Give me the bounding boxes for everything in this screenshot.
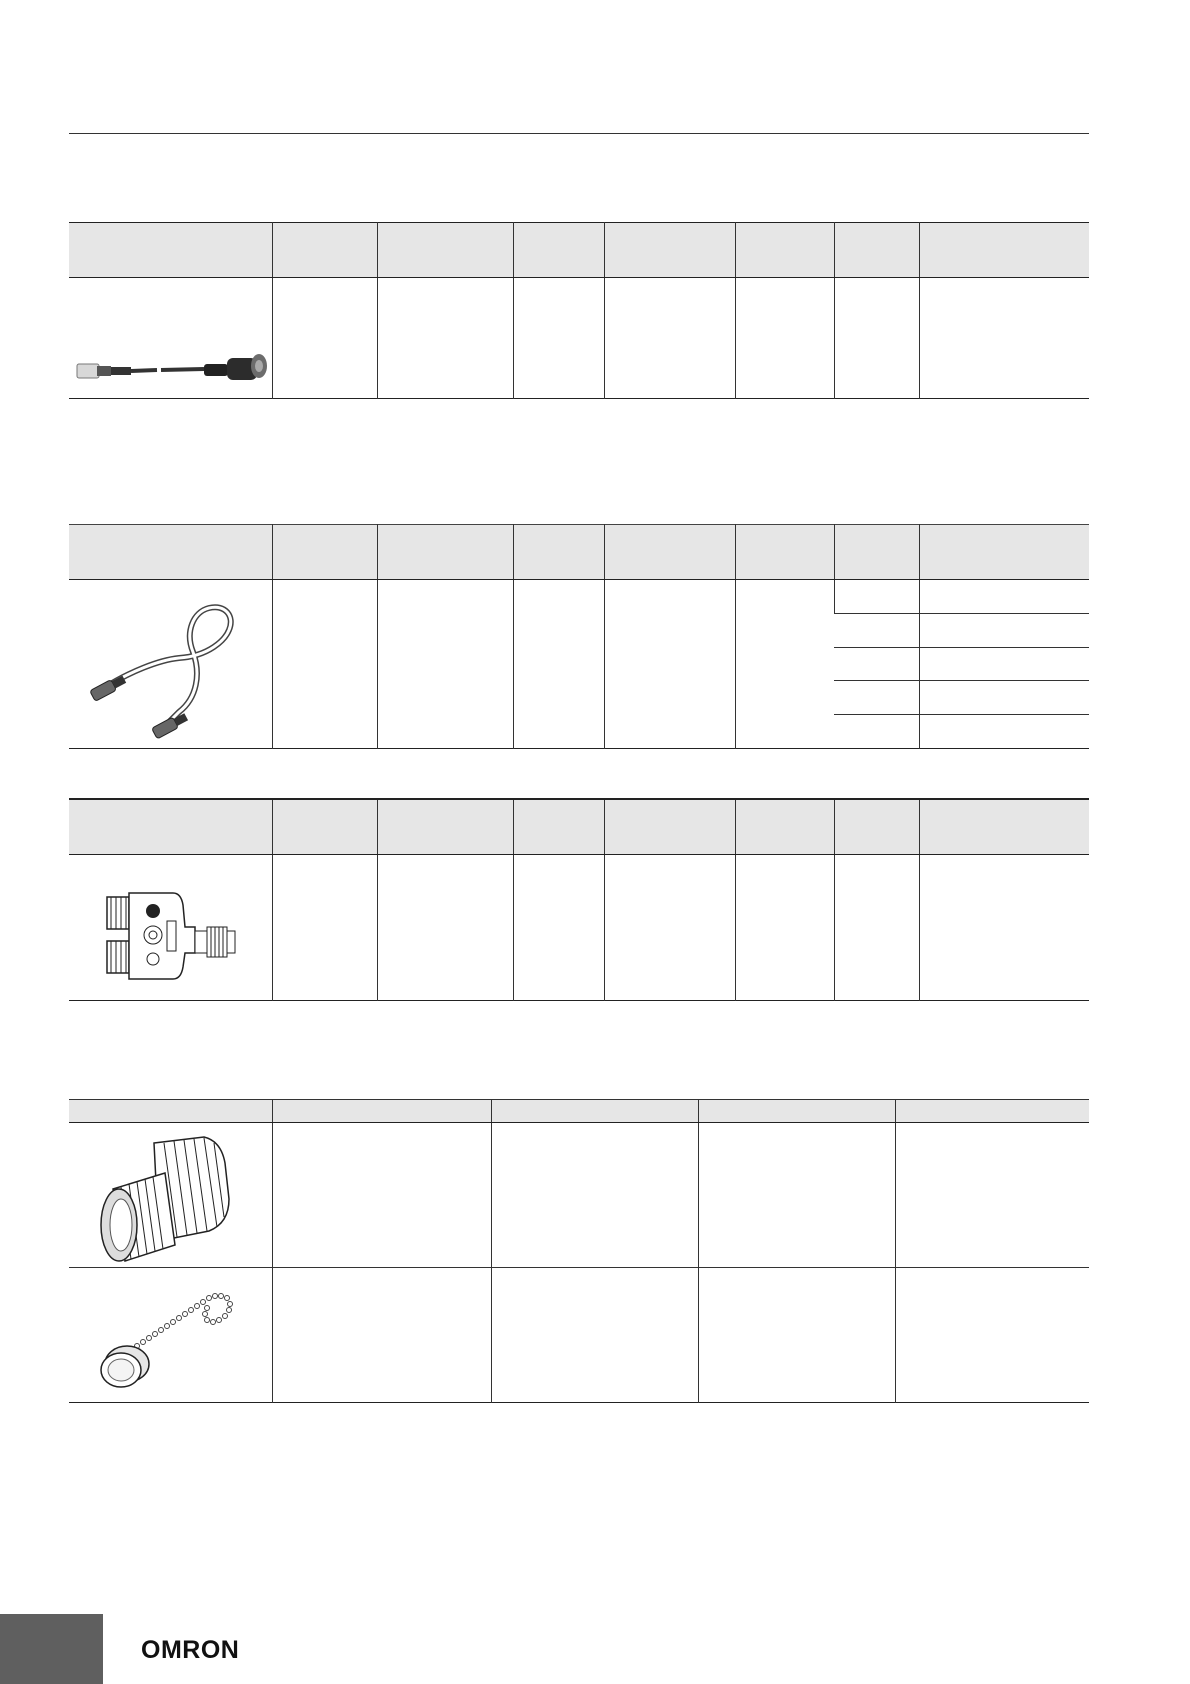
table-cell xyxy=(513,855,604,1001)
page-side-tab xyxy=(0,1614,103,1684)
header-cell xyxy=(513,525,604,580)
accessory-table xyxy=(69,1099,1089,1403)
table-cell xyxy=(834,278,919,399)
header-cell xyxy=(735,799,834,855)
cable-loop-illustration xyxy=(69,580,272,748)
table-cell xyxy=(491,1123,698,1268)
model-cell xyxy=(919,715,1089,749)
table-cell xyxy=(272,855,377,1001)
header-cell xyxy=(604,525,735,580)
header-cell xyxy=(604,799,735,855)
table-header-row xyxy=(69,1100,1089,1123)
table-cell xyxy=(491,1268,698,1403)
header-cell xyxy=(834,799,919,855)
header-cell xyxy=(69,799,272,855)
length-cell xyxy=(834,647,919,681)
product-image-cell xyxy=(69,580,272,749)
table-cell xyxy=(919,855,1089,1001)
length-cell xyxy=(834,681,919,715)
header-cell xyxy=(698,1100,895,1123)
header-cell xyxy=(513,223,604,278)
table-header-row xyxy=(69,223,1089,278)
header-cell xyxy=(377,525,513,580)
header-cell xyxy=(69,525,272,580)
header-cell xyxy=(919,525,1089,580)
y-joint-table xyxy=(69,798,1089,1001)
omron-logo: OMRON xyxy=(141,1636,240,1664)
product-image-cell xyxy=(69,1123,272,1268)
header-cell xyxy=(513,799,604,855)
header-cell xyxy=(69,1100,272,1123)
table-row xyxy=(69,580,1089,614)
top-rule xyxy=(69,133,1089,134)
header-cell xyxy=(272,223,377,278)
cap-with-chain-illustration xyxy=(69,1268,272,1402)
table-header-row xyxy=(69,525,1089,580)
table-cell xyxy=(735,580,834,749)
header-cell xyxy=(272,1100,491,1123)
cable-connector-illustration xyxy=(69,278,272,398)
table-cell xyxy=(735,855,834,1001)
table-cell xyxy=(513,580,604,749)
table-row xyxy=(69,855,1089,1001)
product-image-cell xyxy=(69,278,272,399)
table-cell xyxy=(919,278,1089,399)
threaded-adapter-illustration xyxy=(69,1123,272,1267)
header-cell xyxy=(919,223,1089,278)
header-cell xyxy=(895,1100,1089,1123)
header-cell xyxy=(377,223,513,278)
header-cell xyxy=(834,223,919,278)
table-cell xyxy=(272,580,377,749)
product-image-cell xyxy=(69,1268,272,1403)
product-image-cell xyxy=(69,855,272,1001)
y-joint-connector-illustration xyxy=(69,855,272,1000)
table-cell xyxy=(895,1123,1089,1268)
table-header-row xyxy=(69,799,1089,855)
length-cell xyxy=(834,580,919,614)
header-cell xyxy=(491,1100,698,1123)
table-cell xyxy=(698,1268,895,1403)
length-cell xyxy=(834,613,919,647)
table-cell xyxy=(272,1123,491,1268)
table-cell xyxy=(377,855,513,1001)
header-cell xyxy=(377,799,513,855)
header-cell xyxy=(69,223,272,278)
table-cell xyxy=(604,855,735,1001)
header-cell xyxy=(272,799,377,855)
table-cell xyxy=(698,1123,895,1268)
table-cell xyxy=(272,1268,491,1403)
table-cell xyxy=(834,855,919,1001)
length-cell xyxy=(834,715,919,749)
cable-table xyxy=(69,222,1089,399)
header-cell xyxy=(919,799,1089,855)
model-cell xyxy=(919,613,1089,647)
header-cell xyxy=(834,525,919,580)
table-cell xyxy=(513,278,604,399)
table-cell xyxy=(604,278,735,399)
table-cell xyxy=(272,278,377,399)
model-cell xyxy=(919,647,1089,681)
table-row xyxy=(69,278,1089,399)
cable-length-table xyxy=(69,524,1089,749)
table-cell xyxy=(377,278,513,399)
table-cell xyxy=(377,580,513,749)
table-row xyxy=(69,1123,1089,1268)
model-cell xyxy=(919,681,1089,715)
table-cell xyxy=(895,1268,1089,1403)
header-cell xyxy=(604,223,735,278)
header-cell xyxy=(735,525,834,580)
header-cell xyxy=(735,223,834,278)
model-cell xyxy=(919,580,1089,614)
table-cell xyxy=(735,278,834,399)
table-cell xyxy=(604,580,735,749)
table-row xyxy=(69,1268,1089,1403)
header-cell xyxy=(272,525,377,580)
